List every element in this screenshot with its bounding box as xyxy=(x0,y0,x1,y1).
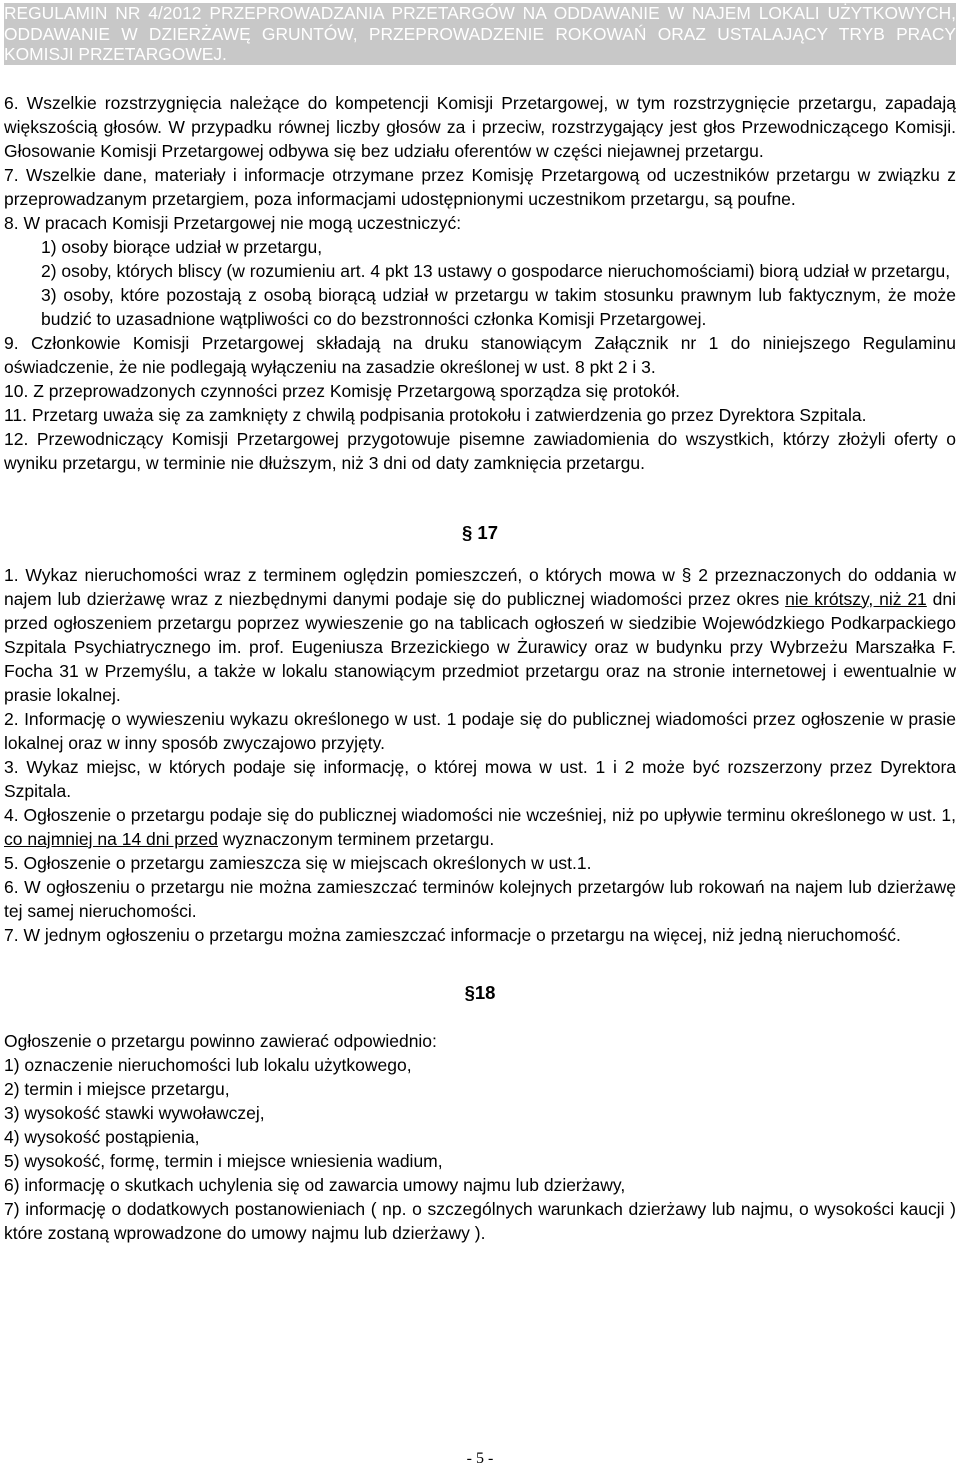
paragraph-11: 11. Przetarg uważa się za zamknięty z chwilą podpisania protokołu i zatwierdzenia go przez Dyrektora Szpitala. xyxy=(4,404,867,425)
paragraph-10: 10. Z przeprowadzonych czynności przez Komisję Przetargową sporządza się protokół. xyxy=(4,380,681,401)
document-header xyxy=(4,3,956,65)
header-text: REGULAMIN NR 4/2012 PRZEPROWADZANIA PRZETARGÓW NA ODDAWANIE W NAJEM LOKALI UŻYTKOWYCH, ODDAWANIE W DZIERŻAWĘ GRUNTÓW, PRZEPROWADZENIE ROKOWAŃ ORAZ USTALAJĄCY TRYB PRACY KOMISJI PRZETARGOWEJ. xyxy=(4,3,956,64)
section-17 xyxy=(4,563,956,947)
document-page xyxy=(4,0,956,1467)
s17-paragraph-5: 5. Ogłoszenie o przetargu zamieszcza się w miejscach określonych w ust.1. xyxy=(4,852,592,873)
paragraph-6: 6. Wszelkie rozstrzygnięcia należące do kompetencji Komisji Przetargowej, w tym rozstrzygnięcie przetargu, zapadają większością głosów. W przypadku równej liczby głosów za i przeciw, rozstrzygający jest głos Przewodniczącego Komisji. Głosowanie Komisji Przetargowej odbywa się bez udziału oferentów w części niejawnej przetargu. xyxy=(4,92,956,161)
s17-p1-text-b: dni przed ogłoszeniem przetargu poprzez wywieszenie go na tablicach ogłoszeń w siedzibie Wojewódzkiego Podkarpackiego Szpitala Psychiatrycznego im. prof. Eugeniusza Brzezickiego w Żurawicy oraz w budynku przy Wybrzeżu Marszałka F. Focha 31 w Przemyślu, a także w lokalu stanowiącym przedmiot przetargu oraz na stronie internetowej i ewentualnie w prasie lokalnej. xyxy=(4,588,956,705)
section-17-title: § 17 xyxy=(461,521,498,543)
s17-paragraph-1 xyxy=(4,563,956,707)
s17-paragraph-6: 6. W ogłoszeniu o przetargu nie można zamieszczać terminów kolejnych przetargów lub rokowań na najem lub dzierżawę tej samej nieruchomości. xyxy=(4,876,956,921)
s17-p1-underlined: nie krótszy, niż 21 xyxy=(785,588,927,609)
paragraph-8-item-2: 2) osoby, których bliscy (w rozumieniu art. 4 pkt 13 ustawy o gospodarce nieruchomościami) biorą udział w przetargu, xyxy=(41,260,951,281)
s18-list-item: 5) wysokość, formę, termin i miejsce wniesienia wadium, xyxy=(4,1150,443,1171)
s18-list-item: 7) informację o dodatkowych postanowieniach ( np. o szczególnych warunkach dzierżawy lub najmu, o wysokości kaucji ) które zostaną wprowadzone do umowy najmu lub dzierżawy ). xyxy=(4,1198,956,1243)
paragraph-12: 12. Przewodniczący Komisji Przetargowej przygotowuje pisemne zawiadomienia do wszystkich, którzy złożyli oferty o wyniku przetargu, w terminie nie dłuższym, niż 3 dni od daty zamknięcia przetargu. xyxy=(4,428,956,473)
s18-list-item: 6) informację o skutkach uchylenia się od zawarcia umowy najmu lub dzierżawy, xyxy=(4,1174,626,1195)
section-18-title: §18 xyxy=(464,981,496,1003)
paragraph-8-item-3: 3) osoby, które pozostają z osobą biorącą udział w przetargu w takim stosunku prawnym lub faktycznym, że może budzić to uzasadnione wątpliwości co do bezstronności członka Komisji Przetargowej. xyxy=(41,284,956,329)
s17-paragraph-7: 7. W jednym ogłoszeniu o przetargu można zamieszczać informacje o przetargu na więcej, niż jedną nieruchomość. xyxy=(4,924,901,945)
paragraph-9: 9. Członkowie Komisji Przetargowej składają na druku stanowiącym Załącznik nr 1 do niniejszego Regulaminu oświadczenie, że nie podlegają wyłączeniu na zasadzie określonej w ust. 8 pkt 2 i 3. xyxy=(4,332,956,377)
s18-list-item: 4) wysokość postąpienia, xyxy=(4,1126,200,1147)
paragraph-7: 7. Wszelkie dane, materiały i informacje otrzymane przez Komisję Przetargową od uczestników przetargu w związku z przeprowadzanym przetargiem, poza informacjami udostępnionymi uczestnikom przetargu, są poufne. xyxy=(4,164,956,209)
s17-paragraph-4 xyxy=(4,803,956,851)
s18-list-item: 3) wysokość stawki wywoławczej, xyxy=(4,1102,265,1123)
s18-list-item: 1) oznaczenie nieruchomości lub lokalu użytkowego, xyxy=(4,1054,412,1075)
s17-p4-text-b: wyznaczonym terminem przetargu. xyxy=(218,828,495,849)
s17-paragraph-2: 2. Informację o wywieszeniu wykazu określonego w ust. 1 podaje się do publicznej wiadomości przez ogłoszenie w prasie lokalnej oraz w inny sposób zwyczajowo przyjęty. xyxy=(4,708,956,753)
s17-p1-text-a: 1. Wykaz nieruchomości wraz z terminem oględzin pomieszczeń, o których mowa w § 2 przeznaczonych do oddania w najem lub dzierżawę wraz z niezbędnymi danymi podaje się do publicznej wiadomości przez okres xyxy=(4,564,956,609)
section-18 xyxy=(4,1029,956,1245)
paragraph-8: 8. W pracach Komisji Przetargowej nie mogą uczestniczyć: xyxy=(4,212,462,233)
s17-p4-text-a: 4. Ogłoszenie o przetargu podaje się do publicznej wiadomości nie wcześniej, niż po upływie terminu określonego w ust. 1, xyxy=(4,804,956,825)
page-number: - 5 - xyxy=(466,1450,494,1467)
section-16-continued xyxy=(4,91,956,475)
s18-intro: Ogłoszenie o przetargu powinno zawierać odpowiednio: xyxy=(4,1030,437,1051)
s17-p4-underlined: co najmniej na 14 dni przed xyxy=(4,828,219,849)
s17-paragraph-3: 3. Wykaz miejsc, w których podaje się informację, o której mowa w ust. 1 i 2 może być rozszerzony przez Dyrektora Szpitala. xyxy=(4,756,956,801)
paragraph-8-item-1: 1) osoby biorące udział w przetargu, xyxy=(41,236,323,257)
s18-list-item: 2) termin i miejsce przetargu, xyxy=(4,1078,230,1099)
